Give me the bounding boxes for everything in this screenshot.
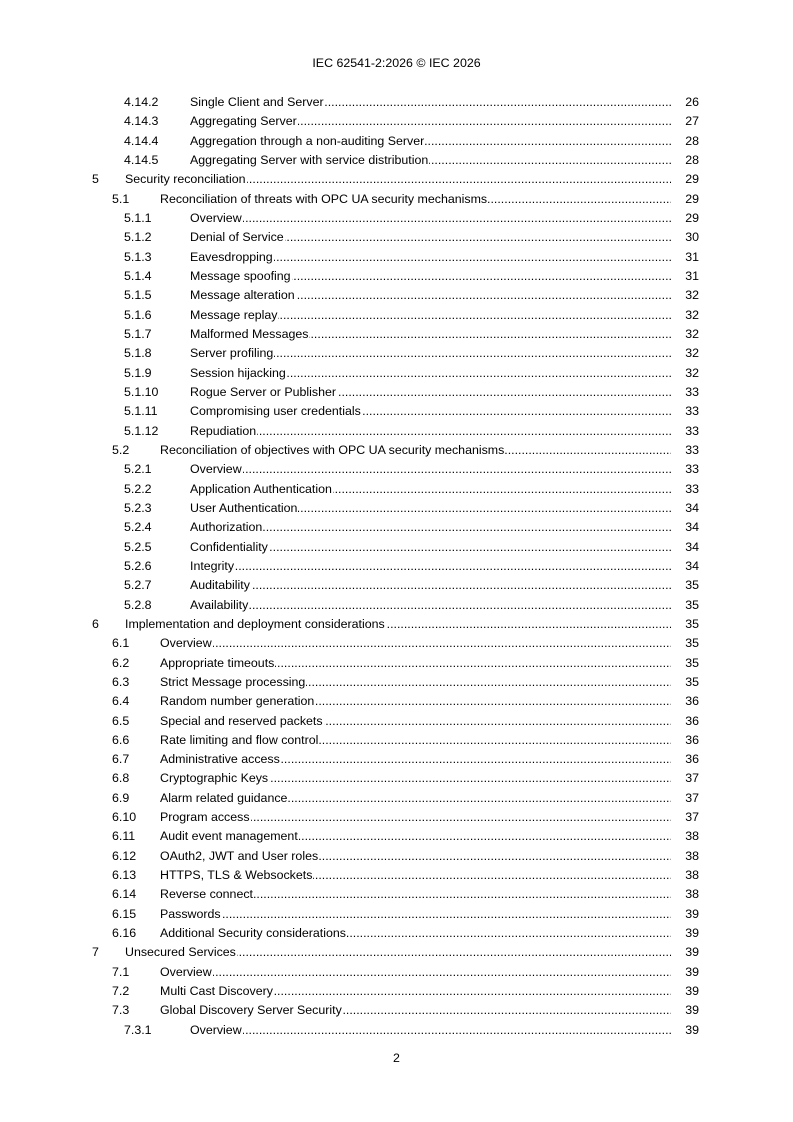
toc-entry[interactable] <box>92 402 699 421</box>
toc-entry-title-wrap <box>190 209 671 228</box>
toc-entry-page: 29 <box>685 172 699 187</box>
toc-entry-number: 5.2.4 <box>124 520 152 535</box>
toc-entry-page: 35 <box>685 674 699 689</box>
toc-entry-title-wrap <box>190 267 671 286</box>
toc-entry-title-wrap <box>190 557 671 576</box>
toc-entry-title-wrap <box>160 885 671 904</box>
toc-entry-title: Aggregating Server with service distribution <box>190 152 429 167</box>
toc-entry-title-wrap <box>160 1001 671 1020</box>
toc-entry-number: 5.1.10 <box>124 384 159 399</box>
dot-leader <box>190 576 671 595</box>
toc-entry[interactable] <box>92 112 699 131</box>
toc-entry-number: 6 <box>92 616 99 631</box>
toc-entry-title: Unsecured Services <box>125 945 236 960</box>
dot-leader <box>190 1021 671 1040</box>
toc-entry-title-wrap <box>190 538 671 557</box>
toc-entry-number: 6.11 <box>112 829 136 844</box>
toc-entry-title-wrap <box>190 248 671 267</box>
dot-leader <box>190 460 671 479</box>
toc-entry-title-wrap <box>190 499 671 518</box>
toc-entry-title: HTTPS, TLS & Websockets <box>160 868 313 883</box>
toc-entry[interactable] <box>92 286 699 305</box>
toc-entry-title-wrap <box>160 750 671 769</box>
toc-entry-number: 6.10 <box>112 810 137 825</box>
toc-entry-page: 34 <box>685 520 699 535</box>
toc-entry-number: 6.12 <box>112 848 137 863</box>
toc-entry-title: OAuth2, JWT and User roles <box>160 848 319 863</box>
toc-entry[interactable] <box>92 151 699 170</box>
toc-entry-number: 5 <box>92 172 99 187</box>
toc-entry[interactable] <box>92 769 699 788</box>
toc-entry-number: 5.1.2 <box>124 230 152 245</box>
toc-entry-page: 39 <box>685 906 699 921</box>
toc-entry-page: 32 <box>685 326 699 341</box>
toc-entry-page: 39 <box>685 945 699 960</box>
toc-entry-number: 4.14.3 <box>124 114 159 129</box>
toc-entry[interactable] <box>92 943 699 962</box>
toc-entry-title: Server profiling <box>190 346 274 361</box>
toc-entry-title-wrap <box>190 460 671 479</box>
toc-entry[interactable] <box>92 557 699 576</box>
toc-entry-number: 7.3.1 <box>124 1022 152 1037</box>
toc-entry-title-wrap <box>125 170 671 189</box>
toc-entry[interactable] <box>92 325 699 344</box>
toc-entry[interactable] <box>92 615 699 634</box>
toc-entry[interactable] <box>92 364 699 383</box>
toc-entry-title: Overview <box>160 964 212 979</box>
toc-entry-title: Rate limiting and flow control <box>160 732 319 747</box>
toc-entry[interactable] <box>92 596 699 615</box>
toc-entry-title: Confidentiality <box>190 539 268 554</box>
toc-entry-page: 37 <box>685 771 699 786</box>
toc-entry-title: Overview <box>190 462 242 477</box>
toc-entry-page: 30 <box>685 230 699 245</box>
toc-entry-number: 5.2.6 <box>124 558 152 573</box>
toc-entry-title-wrap <box>190 132 671 151</box>
toc-entry-page: 33 <box>685 404 699 419</box>
toc-entry-page: 33 <box>685 462 699 477</box>
toc-entry-title: Program access <box>160 810 250 825</box>
toc-entry-page: 38 <box>685 829 699 844</box>
toc-entry-title-wrap <box>160 634 671 653</box>
dot-leader <box>160 963 671 982</box>
toc-entry-number: 5.1.3 <box>124 249 152 264</box>
toc-entry-title: Compromising user credentials <box>190 404 361 419</box>
toc-entry-title-wrap <box>160 654 671 673</box>
toc-entry-title: Integrity <box>190 558 235 573</box>
toc-entry-number: 5.2 <box>112 442 130 457</box>
toc-entry[interactable] <box>92 827 699 846</box>
toc-entry-number: 5.2.3 <box>124 500 152 515</box>
toc-entry-page: 38 <box>685 868 699 883</box>
toc-entry-title: Message spoofing <box>190 268 291 283</box>
toc-entry-title-wrap <box>190 364 671 383</box>
toc-entry-title-wrap <box>190 306 671 325</box>
toc-entry-number: 5.1.11 <box>124 404 158 419</box>
toc-entry-title-wrap <box>160 441 671 460</box>
toc-entry-title: Authorization <box>190 520 263 535</box>
toc-entry-title-wrap <box>160 731 671 750</box>
toc-entry-title-wrap <box>125 615 671 634</box>
toc-entry-title-wrap <box>190 344 671 363</box>
toc-entry-title: Eavesdropping <box>190 249 273 264</box>
toc-entry-page: 36 <box>685 694 699 709</box>
toc-entry-number: 6.6 <box>112 732 130 747</box>
toc-entry[interactable] <box>92 170 699 189</box>
toc-entry-page: 34 <box>685 500 699 515</box>
toc-entry-title-wrap <box>190 576 671 595</box>
toc-entry-title-wrap <box>125 943 671 962</box>
toc-entry[interactable] <box>92 712 699 731</box>
toc-entry-title-wrap <box>190 93 671 112</box>
toc-entry-number: 6.5 <box>112 713 130 728</box>
toc-entry-title: Single Client and Server <box>190 95 324 109</box>
toc-entry[interactable] <box>92 499 699 518</box>
toc-entry-title-wrap <box>190 1021 671 1040</box>
toc-entry-title-wrap <box>160 905 671 924</box>
toc-entry-title-wrap <box>160 190 671 209</box>
toc-entry[interactable] <box>92 306 699 325</box>
toc-entry-page: 35 <box>685 597 699 612</box>
toc-entry-page: 34 <box>685 539 699 554</box>
toc-entry-number: 5.1 <box>112 191 130 206</box>
toc-entry-title-wrap <box>160 827 671 846</box>
toc-entry-title: Special and reserved packets <box>160 713 323 728</box>
toc-entry-title: Additional Security considerations <box>160 926 346 941</box>
toc-entry-title: Alarm related guidance <box>160 790 288 805</box>
toc-entry-page: 33 <box>685 384 699 399</box>
toc-entry-number: 7.2 <box>112 984 130 999</box>
toc-entry-title: Global Discovery Server Security <box>160 1003 342 1018</box>
toc-entry-page: 32 <box>685 288 699 303</box>
toc-entry-title-wrap <box>190 402 671 421</box>
toc-entry-title: Overview <box>160 636 212 651</box>
toc-entry-title-wrap <box>190 151 671 170</box>
toc-entry-number: 5.1.12 <box>124 423 159 438</box>
toc-entry-title: Aggregation through a non-auditing Server <box>190 133 425 148</box>
toc-entry-title-wrap <box>190 228 671 247</box>
toc-entry-title-wrap <box>190 480 671 499</box>
toc-entry-number: 5.2.8 <box>124 597 152 612</box>
toc-entry-page: 29 <box>685 210 699 225</box>
toc-entry-title: Message replay <box>190 307 278 322</box>
toc-entry-title: Reconciliation of threats with OPC UA security mechanisms <box>160 191 488 206</box>
toc-entry[interactable] <box>92 885 699 904</box>
toc-entry-title-wrap <box>160 769 671 788</box>
toc-entry-number: 7.3 <box>112 1003 130 1018</box>
toc-entry[interactable] <box>92 480 699 499</box>
toc-entry[interactable] <box>92 576 699 595</box>
page-number: 2 <box>393 1051 400 1065</box>
toc-entry[interactable] <box>92 209 699 228</box>
toc-entry-title: User Authentication <box>190 500 298 515</box>
toc-entry-page: 33 <box>685 442 699 457</box>
toc-entry-page: 36 <box>685 732 699 747</box>
toc-entry-number: 5.1.5 <box>124 288 152 303</box>
toc-entry[interactable] <box>92 132 699 151</box>
toc-entry-title: Audit event management <box>160 829 298 844</box>
toc-entry[interactable] <box>92 963 699 982</box>
toc-entry[interactable] <box>92 673 699 692</box>
toc-entry-title: Passwords <box>160 906 221 921</box>
toc-entry-number: 5.1.6 <box>124 307 152 322</box>
toc-entry-title: Random number generation <box>160 694 315 709</box>
toc-entry-page: 31 <box>685 268 699 283</box>
toc-entry-title-wrap <box>160 963 671 982</box>
toc-entry[interactable] <box>92 808 699 827</box>
toc-entry-title-wrap <box>160 924 671 943</box>
toc-entry-title-wrap <box>160 673 671 692</box>
toc-entry-page: 39 <box>685 1022 699 1037</box>
toc-entry-title: Auditability <box>190 578 250 593</box>
toc-entry-page: 37 <box>685 790 699 805</box>
toc-entry-page: 27 <box>685 114 699 129</box>
toc-entry[interactable] <box>92 248 699 267</box>
toc-entry[interactable] <box>92 460 699 479</box>
toc-entry-title-wrap <box>190 596 671 615</box>
toc-entry[interactable] <box>92 789 699 808</box>
toc-entry-page: 29 <box>685 191 699 206</box>
toc-entry-title: Rogue Server or Publisher <box>190 384 337 399</box>
toc-entry-number: 7 <box>92 945 99 960</box>
toc-entry-title-wrap <box>190 286 671 305</box>
toc-entry-page: 39 <box>685 926 699 941</box>
toc-entry-title: Multi Cast Discovery <box>160 984 273 999</box>
toc-entry-title-wrap <box>190 518 671 537</box>
table-of-contents <box>92 93 699 1040</box>
toc-entry-title: Repudiation <box>190 423 257 438</box>
toc-entry-title: Cryptographic Keys <box>160 771 269 786</box>
toc-entry-title-wrap <box>160 789 671 808</box>
dot-leader <box>160 634 671 653</box>
toc-entry[interactable] <box>92 982 699 1001</box>
dot-leader <box>160 905 671 924</box>
toc-entry-number: 5.1.8 <box>124 346 152 361</box>
toc-entry-page: 39 <box>685 964 699 979</box>
dot-leader <box>190 209 671 228</box>
toc-entry-title-wrap <box>190 112 671 131</box>
toc-entry-title: Security reconciliation <box>125 172 246 187</box>
toc-entry-page: 39 <box>685 1003 699 1018</box>
toc-entry-number: 6.16 <box>112 926 137 941</box>
toc-entry-page: 35 <box>685 616 699 631</box>
toc-entry-page: 36 <box>685 752 699 767</box>
toc-entry-title-wrap <box>160 866 671 885</box>
toc-entry-number: 6.2 <box>112 655 130 670</box>
toc-entry-title: Administrative access <box>160 752 280 767</box>
toc-entry[interactable] <box>92 441 699 460</box>
toc-entry-title: Appropriate timeouts <box>160 655 275 670</box>
toc-entry-number: 6.4 <box>112 694 130 709</box>
toc-entry-page: 35 <box>685 655 699 670</box>
toc-entry-page: 38 <box>685 887 699 902</box>
toc-entry-page: 32 <box>685 346 699 361</box>
toc-entry-number: 5.2.7 <box>124 578 152 593</box>
toc-entry[interactable] <box>92 422 699 441</box>
toc-entry-page: 36 <box>685 713 699 728</box>
toc-entry-title: Reverse connect <box>160 887 253 902</box>
toc-entry[interactable] <box>92 634 699 653</box>
toc-entry[interactable] <box>92 847 699 866</box>
toc-entry-title: Implementation and deployment considerations <box>125 616 385 631</box>
toc-entry[interactable] <box>92 654 699 673</box>
toc-entry[interactable] <box>92 538 699 557</box>
toc-entry-page: 37 <box>685 810 699 825</box>
toc-entry-title: Aggregating Server <box>190 114 297 129</box>
toc-entry-number: 6.1 <box>112 636 130 651</box>
toc-entry-title-wrap <box>190 325 671 344</box>
toc-entry-number: 4.14.4 <box>124 133 159 148</box>
toc-entry-page: 28 <box>685 152 699 167</box>
toc-entry-number: 5.2.5 <box>124 539 152 554</box>
toc-entry[interactable] <box>92 267 699 286</box>
toc-entry-number: 5.1.9 <box>124 365 152 380</box>
toc-entry[interactable] <box>92 228 699 247</box>
toc-entry[interactable] <box>92 905 699 924</box>
toc-entry-title: Strict Message processing <box>160 674 306 689</box>
toc-entry-number: 6.8 <box>112 771 130 786</box>
toc-entry[interactable] <box>92 1021 699 1040</box>
toc-entry-number: 4.14.2 <box>124 95 159 109</box>
toc-entry-number: 7.1 <box>112 964 130 979</box>
toc-entry[interactable] <box>92 190 699 209</box>
toc-entry-page: 26 <box>685 95 699 109</box>
toc-entry[interactable] <box>92 866 699 885</box>
toc-entry[interactable] <box>92 93 699 112</box>
toc-entry-page: 33 <box>685 481 699 496</box>
toc-entry-number: 5.1.7 <box>124 326 152 341</box>
toc-entry-number: 6.15 <box>112 906 137 921</box>
toc-entry-page: 28 <box>685 133 699 148</box>
toc-entry[interactable] <box>92 518 699 537</box>
toc-entry-number: 6.13 <box>112 868 137 883</box>
toc-entry-title-wrap <box>160 847 671 866</box>
dot-leader <box>190 596 671 615</box>
toc-entry-number: 4.14.5 <box>124 152 159 167</box>
toc-entry[interactable] <box>92 731 699 750</box>
toc-entry-number: 6.7 <box>112 752 130 767</box>
toc-entry-number: 6.9 <box>112 790 130 805</box>
toc-entry-number: 5.2.2 <box>124 481 152 496</box>
toc-entry[interactable] <box>92 750 699 769</box>
toc-entry-number: 6.14 <box>112 887 137 902</box>
toc-entry-page: 32 <box>685 365 699 380</box>
toc-entry[interactable] <box>92 344 699 363</box>
toc-entry-title: Denial of Service <box>190 230 284 245</box>
toc-entry[interactable] <box>92 1001 699 1020</box>
toc-entry-page: 35 <box>685 636 699 651</box>
toc-entry-number: 6.3 <box>112 674 130 689</box>
toc-entry[interactable] <box>92 383 699 402</box>
toc-entry-title-wrap <box>160 808 671 827</box>
toc-entry-title-wrap <box>190 383 671 402</box>
toc-entry-title: Application Authentication <box>190 481 332 496</box>
toc-entry-title-wrap <box>190 422 671 441</box>
toc-entry-number: 5.1.1 <box>124 210 152 225</box>
toc-entry-title: Overview <box>190 210 242 225</box>
toc-entry-page: 33 <box>685 423 699 438</box>
toc-entry-title: Malformed Messages <box>190 326 309 341</box>
toc-entry-page: 34 <box>685 558 699 573</box>
toc-entry-title: Overview <box>190 1022 242 1037</box>
toc-entry-page: 32 <box>685 307 699 322</box>
toc-entry-title-wrap <box>160 712 671 731</box>
toc-entry-page: 31 <box>685 249 699 264</box>
dot-leader <box>190 557 671 576</box>
toc-entry-number: 5.2.1 <box>124 462 152 477</box>
toc-entry-title: Availability <box>190 597 249 612</box>
toc-entry-page: 35 <box>685 578 699 593</box>
toc-entry[interactable] <box>92 924 699 943</box>
toc-entry-page: 39 <box>685 984 699 999</box>
toc-entry-title: Message alteration <box>190 288 295 303</box>
toc-entry-number: 5.1.4 <box>124 268 152 283</box>
dot-leader <box>190 422 671 441</box>
page-header: IEC 62541-2:2026 © IEC 2026 <box>312 56 481 70</box>
toc-entry-page: 38 <box>685 848 699 863</box>
toc-entry-title: Session hijacking <box>190 365 286 380</box>
toc-entry-title-wrap <box>160 982 671 1001</box>
toc-entry[interactable] <box>92 692 699 711</box>
toc-entry-title-wrap <box>160 692 671 711</box>
toc-entry-title: Reconciliation of objectives with OPC UA security mechanisms <box>160 442 505 457</box>
